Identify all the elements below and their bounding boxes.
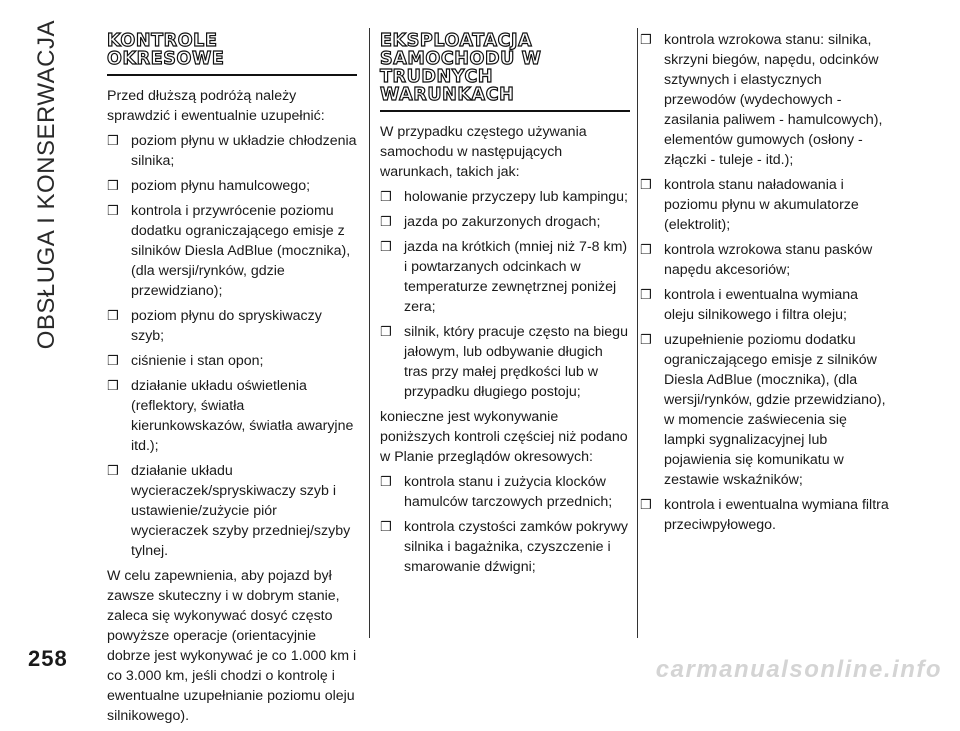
checklist-item-text: kontrola i przywrócenie poziomu dodatku ograniczającego emisje z silników Diesla AdBlue (mocznika), (dla wersji/rynków, gdzie przewidziano); (131, 203, 351, 299)
checkbox-bullet-icon: ❒ (107, 178, 119, 193)
checklist-item-text: kontrola i ewentualna wymiana oleju silnikowego i filtra oleju; (664, 287, 859, 323)
checkbox-bullet-icon: ❒ (107, 463, 119, 478)
checkbox-bullet-icon: ❒ (380, 214, 392, 229)
checklist-item (107, 131, 357, 171)
column-divider (369, 28, 370, 638)
heading-underline (107, 74, 357, 76)
paragraph-middle: konieczne jest wykonywanie poniższych kontroli częściej niż podano w Planie przeglądów okresowych: (380, 409, 628, 465)
heading-line: TRUDNYCH (380, 67, 494, 87)
checklist-item (107, 461, 357, 561)
checkbox-bullet-icon: ❒ (107, 203, 119, 218)
column-difficult-conditions (380, 32, 630, 582)
checkbox-bullet-icon: ❒ (380, 189, 392, 204)
column-continued-checks (640, 30, 890, 540)
section-side-title-text: OBSŁUGA I KONSERWACJA (33, 20, 60, 350)
checklist-item-text: kontrola i ewentualna wymiana filtra przeciwpyłowego. (664, 497, 889, 533)
checkbox-bullet-icon: ❒ (107, 308, 119, 323)
checklist-item (640, 30, 890, 170)
heading-line: KONTROLE (107, 31, 218, 51)
checklist-item (380, 322, 630, 402)
checklist-item-text: działanie układu oświetlenia (reflektory, światła kierunkowskazów, światła awaryjne itd.); (131, 378, 354, 454)
checklist (107, 131, 357, 561)
checklist-item (107, 376, 357, 456)
checklist-item-text: jazda po zakurzonych drogach; (404, 214, 601, 230)
heading-difficult-conditions (380, 32, 630, 106)
checklist-item (380, 237, 630, 317)
checklist-item (640, 495, 890, 535)
heading-line: OKRESOWE (107, 49, 225, 69)
checklist-item (380, 187, 630, 207)
checklist (380, 187, 630, 402)
checklist-item-text: holowanie przyczepy lub kampingu; (404, 189, 628, 205)
checkbox-bullet-icon: ❒ (380, 474, 392, 489)
checklist-item (640, 330, 890, 490)
checklist-item-text: kontrola stanu naładowania i poziomu płynu w akumulatorze (elektrolit); (664, 177, 859, 233)
checklist-item-text: jazda na krótkich (mniej niż 7-8 km) i powtarzanych odcinkach w temperaturze zewnętrznej poniżej zera; (404, 239, 628, 315)
checklist (380, 472, 630, 577)
checklist-item (380, 212, 630, 232)
checklist-item (640, 285, 890, 325)
checklist-item-text: kontrola czystości zamków pokrywy silnika i bagażnika, czyszczenie i smarowanie dźwigni; (404, 519, 628, 575)
column-periodic-checks (107, 32, 357, 731)
heading-line: EKSPLOATACJA (380, 31, 533, 51)
paragraph-intro: W przypadku częstego używania samochodu w następujących warunkach, takich jak: (380, 124, 587, 180)
checklist-item (380, 517, 630, 577)
checklist (640, 30, 890, 535)
checklist-item-text: poziom płynu hamulcowego; (131, 178, 311, 194)
checkbox-bullet-icon: ❒ (107, 378, 119, 393)
heading-periodic-checks (107, 32, 357, 70)
footer-watermark: carmanualsonline.info (655, 656, 942, 683)
checklist-item-text: ciśnienie i stan opon; (131, 353, 264, 369)
heading-line: WARUNKACH (380, 85, 515, 105)
checklist-item-text: kontrola stanu i zużycia klocków hamulców tarczowych przednich; (404, 474, 613, 510)
checklist-item-text: poziom płynu w układzie chłodzenia silnika; (131, 133, 357, 169)
checkbox-bullet-icon: ❒ (107, 133, 119, 148)
checkbox-bullet-icon: ❒ (640, 177, 652, 192)
checklist-item (107, 351, 357, 371)
checkbox-bullet-icon: ❒ (640, 32, 652, 47)
checklist-item-text: silnik, który pracuje często na biegu jałowym, lub odbywanie długich tras przy małej prędkości lub w przypadku długiego postoju; (404, 324, 628, 400)
column-divider (637, 28, 638, 638)
checkbox-bullet-icon: ❒ (380, 519, 392, 534)
paragraph-intro: Przed dłuższą podróżą należy sprawdzić i ewentualnie uzupełnić: (107, 88, 325, 124)
paragraph-outro: W celu zapewnienia, aby pojazd był zawsze skuteczny i w dobrym stanie, zaleca się wykonywać dosyć często powyższe operacje (orientacyjnie dobrze jest wykonywać je co 1.000 km i co 3.000 km, jeśli chodzi o kontrolę i ewentualne uzupełnianie poziomu oleju silnikowego). (107, 568, 357, 724)
checklist-item-text: poziom płynu do spryskiwaczy szyb; (131, 308, 322, 344)
checklist-item (107, 306, 357, 346)
checklist-item (380, 472, 630, 512)
checkbox-bullet-icon: ❒ (380, 324, 392, 339)
section-side-title (22, 20, 72, 350)
checklist-item-text: kontrola wzrokowa stanu: silnika, skrzyni biegów, napędu, odcinków sztywnych i elastycznych przewodów (wydechowych - zasilania paliwem - hamulcowych), elementów gumowych (osłony - złączki - tuleje - itd.); (664, 32, 883, 168)
heading-line: SAMOCHODU W (380, 49, 542, 69)
page-number: 258 (28, 646, 68, 671)
checklist-item (107, 201, 357, 301)
checklist-item-text: kontrola wzrokowa stanu pasków napędu akcesoriów; (664, 242, 873, 278)
checklist-item (640, 175, 890, 235)
checklist-item (640, 240, 890, 280)
checkbox-bullet-icon: ❒ (640, 332, 652, 347)
checklist-item (107, 176, 357, 196)
checkbox-bullet-icon: ❒ (380, 239, 392, 254)
checklist-item-text: działanie układu wycieraczek/spryskiwaczy szyb i ustawienie/zużycie piór wycieraczek szyby przedniej/szyby tylnej. (131, 463, 351, 559)
checklist-item-text: uzupełnienie poziomu dodatku ograniczającego emisje z silników Diesla AdBlue (mocznika), (dla wersji/rynków, gdzie przewidziano), w momencie zaświecenia się lampki sygnalizacyjnej lub pojawienia się komunikatu w zestawie wskaźników; (664, 332, 886, 488)
checkbox-bullet-icon: ❒ (107, 353, 119, 368)
checkbox-bullet-icon: ❒ (640, 497, 652, 512)
checkbox-bullet-icon: ❒ (640, 242, 652, 257)
heading-underline (380, 110, 630, 112)
checkbox-bullet-icon: ❒ (640, 287, 652, 302)
